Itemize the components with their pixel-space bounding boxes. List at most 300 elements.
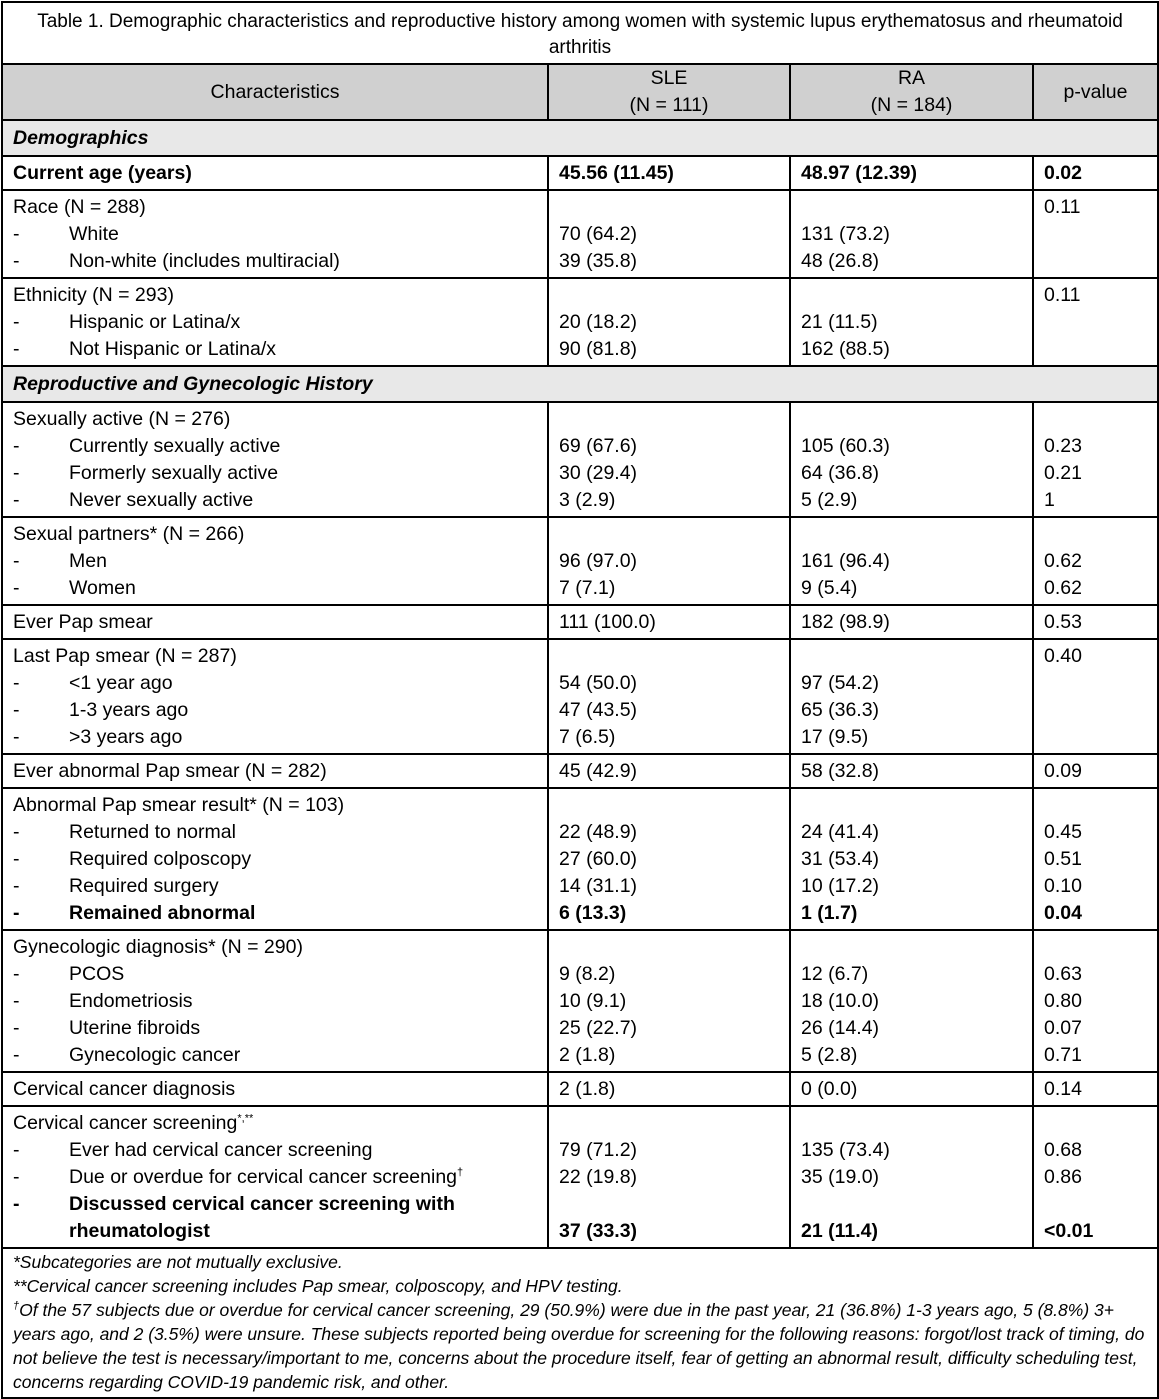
p-value: 0.63 (1033, 961, 1158, 988)
footnotes (2, 1248, 1158, 1398)
subcategory-label-wrap (13, 487, 537, 514)
subcategory-text (69, 1137, 372, 1164)
header-ra-label: RA (897, 67, 926, 89)
section-title: Reproductive and Gynecologic History (2, 366, 1158, 402)
bullet-dash: - (13, 848, 20, 870)
header-characteristics: Characteristics (2, 64, 548, 120)
sle-value (548, 402, 790, 433)
row-label (2, 190, 548, 221)
ra-value: 64 (36.8) (790, 460, 1033, 487)
row-label-text: Race (N = 288) (13, 196, 146, 218)
ra-value: 10 (17.2) (790, 873, 1033, 900)
sle-value: 7 (6.5) (548, 724, 790, 754)
subcategory-text-main: Ever had cervical cancer screening (69, 1139, 373, 1161)
sle-value: 6 (13.3) (548, 900, 790, 930)
table-row-subcategory (2, 670, 1158, 697)
ra-value: 97 (54.2) (790, 670, 1033, 697)
row-label (2, 639, 548, 670)
subcategory-text (69, 248, 340, 275)
ra-value: 5 (2.9) (790, 487, 1033, 517)
subcategory-text-main: Uterine fibroids (69, 1017, 201, 1039)
sle-value: 70 (64.2) (548, 221, 790, 248)
row-label-text: Cervical cancer screening (13, 1112, 238, 1134)
bullet-dash: - (13, 821, 20, 843)
bullet-dash: - (13, 902, 20, 924)
ra-value: 131 (73.2) (790, 221, 1033, 248)
sle-value: 39 (35.8) (548, 248, 790, 278)
ra-value: 5 (2.8) (790, 1042, 1033, 1072)
sle-value: 79 (71.2) (548, 1137, 790, 1164)
footnote-2 (13, 1298, 1147, 1394)
p-value: 0.68 (1033, 1137, 1158, 1164)
p-value: 0.62 (1033, 548, 1158, 575)
table-row-subcategory (2, 1137, 1158, 1164)
sle-value (548, 190, 790, 221)
characteristic-group (2, 517, 1158, 605)
p-value (1033, 670, 1158, 697)
subcategory-label (2, 988, 548, 1015)
subcategory-text (69, 819, 236, 846)
row-label-text: Sexually active (N = 276) (13, 408, 231, 430)
p-value (1033, 402, 1158, 433)
demographics-table (1, 1, 1159, 1399)
bullet-dash: - (13, 577, 20, 599)
subcategory-text-main: Endometriosis (69, 990, 193, 1012)
sle-value: 7 (7.1) (548, 575, 790, 605)
subcategory-text-main: White (69, 223, 119, 245)
header-sle-n: (N = 111) (629, 94, 709, 116)
row-label-text: Gynecologic diagnosis* (N = 290) (13, 936, 303, 958)
table-row (2, 402, 1158, 433)
subcategory-label-wrap (13, 309, 537, 336)
subcategory-label-wrap (13, 460, 537, 487)
subcategory-text-main: PCOS (69, 963, 125, 985)
table-row (2, 190, 1158, 221)
ra-value: 21 (11.5) (790, 309, 1033, 336)
ra-value (790, 402, 1033, 433)
row-label (2, 788, 548, 819)
subcategory-label (2, 1191, 548, 1248)
subcategory-label (2, 961, 548, 988)
p-value: 0.02 (1033, 156, 1158, 190)
table-row-subcategory (2, 724, 1158, 754)
ra-value: 48 (26.8) (790, 248, 1033, 278)
p-value (1033, 697, 1158, 724)
p-value: 0.40 (1033, 639, 1158, 670)
sle-value: 2 (1.8) (548, 1072, 790, 1106)
sle-value: 22 (19.8) (548, 1164, 790, 1191)
sle-value: 14 (31.1) (548, 873, 790, 900)
subcategory-text (69, 724, 182, 751)
ra-value (790, 517, 1033, 548)
p-value: 0.86 (1033, 1164, 1158, 1191)
table-title: Table 1. Demographic characteristics and reproductive history among women with systemic lupus erythematosus and rheumatoid arthritis (2, 2, 1158, 64)
p-value (1033, 248, 1158, 278)
subcategory-text (69, 846, 251, 873)
subcategory-label-wrap (13, 1137, 537, 1164)
dagger-mark: † (13, 1300, 20, 1313)
ra-value: 162 (88.5) (790, 336, 1033, 366)
subcategory-label (2, 900, 548, 930)
ra-value (790, 930, 1033, 961)
footnote-mark: *,** (237, 1112, 254, 1125)
ra-value (790, 190, 1033, 221)
row-label-text: Ethnicity (N = 293) (13, 284, 174, 306)
p-value (1033, 517, 1158, 548)
ra-value: 17 (9.5) (790, 724, 1033, 754)
sle-value (548, 788, 790, 819)
subcategory-label-wrap (13, 1015, 537, 1042)
table-row-subcategory (2, 336, 1158, 366)
p-value (1033, 221, 1158, 248)
subcategory-label-wrap (13, 1042, 537, 1069)
section-title: Demographics (2, 120, 1158, 156)
sle-value: 45.56 (11.45) (548, 156, 790, 190)
ra-value: 21 (11.4) (790, 1191, 1033, 1248)
bullet-dash: - (13, 1044, 20, 1066)
subcategory-text-main: Due or overdue for cervical cancer screening (69, 1166, 458, 1188)
header-ra-n: (N = 184) (870, 94, 953, 116)
table-row (2, 605, 1158, 639)
sle-value: 47 (43.5) (548, 697, 790, 724)
subcategory-text-main: Currently sexually active (69, 435, 281, 457)
subcategory-label (2, 548, 548, 575)
sle-value: 9 (8.2) (548, 961, 790, 988)
row-label-text: Cervical cancer diagnosis (13, 1078, 236, 1100)
subcategory-text (69, 670, 173, 697)
subcategory-label (2, 1042, 548, 1072)
subcategory-label-wrap (13, 575, 537, 602)
p-value: 0.62 (1033, 575, 1158, 605)
table-row-subcategory (2, 221, 1158, 248)
ra-value: 182 (98.9) (790, 605, 1033, 639)
p-value (1033, 788, 1158, 819)
table-row (2, 156, 1158, 190)
ra-value (790, 278, 1033, 309)
table-title-row (2, 2, 1158, 64)
subcategory-text (69, 1191, 537, 1245)
header-row (2, 64, 1158, 120)
p-value: 0.53 (1033, 605, 1158, 639)
bullet-dash: - (13, 990, 20, 1012)
subcategory-label (2, 697, 548, 724)
table-row-subcategory (2, 697, 1158, 724)
subcategory-label-wrap (13, 433, 537, 460)
row-label (2, 278, 548, 309)
sle-value (548, 517, 790, 548)
row-label-text: Sexual partners* (N = 266) (13, 523, 245, 545)
row-label (2, 930, 548, 961)
subcategory-text (69, 221, 119, 248)
ra-value: 0 (0.0) (790, 1072, 1033, 1106)
bullet-dash: - (13, 223, 20, 245)
subcategory-label-wrap (13, 1164, 537, 1191)
ra-value: 65 (36.3) (790, 697, 1033, 724)
p-value (1033, 724, 1158, 754)
subcategory-label (2, 309, 548, 336)
p-value: <0.01 (1033, 1191, 1158, 1248)
table-row-subcategory (2, 1015, 1158, 1042)
row-label (2, 1106, 548, 1137)
row-label (2, 156, 548, 190)
p-value: 0.51 (1033, 846, 1158, 873)
ra-value: 48.97 (12.39) (790, 156, 1033, 190)
table-row-subcategory (2, 1042, 1158, 1072)
table-row-subcategory (2, 248, 1158, 278)
subcategory-text (69, 460, 278, 487)
p-value: 0.21 (1033, 460, 1158, 487)
subcategory-text-main: Never sexually active (69, 489, 254, 511)
sle-value: 54 (50.0) (548, 670, 790, 697)
footnote-text: Of the 57 subjects due or overdue for cervical cancer screening, 29 (50.9%) were due in the past year, 21 (36.8%) 1-3 years ago, 5 (8.8%) 3+ years ago, and 2 (3.5%) were unsure. These subjects reported being overdue for screening for the following reasons: forgot/lost track of timing, do not believe the test is necessary/important to me, concerns about the procedure itself, fear of getting an abnormal result, difficulty scheduling test, concerns regarding COVID-19 pandemic risk, and other. (13, 1300, 1145, 1392)
table-row (2, 1106, 1158, 1137)
table-row-subcategory (2, 819, 1158, 846)
subcategory-text-main: Non-white (includes multiracial) (69, 250, 340, 272)
sle-value: 111 (100.0) (548, 605, 790, 639)
row-label (2, 1072, 548, 1106)
bullet-dash: - (13, 699, 20, 721)
table-row-subcategory (2, 460, 1158, 487)
characteristic-group (2, 402, 1158, 517)
subcategory-text (69, 548, 107, 575)
p-value (1033, 336, 1158, 366)
p-value: 0.07 (1033, 1015, 1158, 1042)
subcategory-label (2, 1015, 548, 1042)
subcategory-label-wrap (13, 724, 537, 751)
subcategory-label (2, 1137, 548, 1164)
p-value: 0.10 (1033, 873, 1158, 900)
subcategory-text (69, 1164, 463, 1191)
characteristic-group (2, 605, 1158, 639)
row-label-text: Current age (years) (13, 162, 192, 184)
subcategory-text-main: <1 year ago (69, 672, 173, 694)
ra-value: 58 (32.8) (790, 754, 1033, 788)
characteristic-group (2, 639, 1158, 754)
subcategory-text (69, 1042, 240, 1069)
subcategory-label-wrap (13, 670, 537, 697)
sle-value: 10 (9.1) (548, 988, 790, 1015)
header-p-value: p-value (1033, 64, 1158, 120)
subcategory-label-wrap (13, 846, 537, 873)
row-label (2, 605, 548, 639)
p-value: 0.14 (1033, 1072, 1158, 1106)
row-label (2, 517, 548, 548)
bullet-dash: - (13, 338, 20, 360)
characteristic-group (2, 190, 1158, 278)
table-row (2, 930, 1158, 961)
table-row (2, 278, 1158, 309)
ra-value: 26 (14.4) (790, 1015, 1033, 1042)
subcategory-label-wrap (13, 248, 537, 275)
table-row-subcategory (2, 433, 1158, 460)
bullet-dash: - (13, 462, 20, 484)
p-value (1033, 309, 1158, 336)
table-row-subcategory (2, 1164, 1158, 1191)
sle-value: 69 (67.6) (548, 433, 790, 460)
subcategory-label (2, 336, 548, 366)
subcategory-text (69, 961, 124, 988)
sle-value (548, 930, 790, 961)
sle-value: 90 (81.8) (548, 336, 790, 366)
subcategory-label-wrap (13, 221, 537, 248)
ra-value: 18 (10.0) (790, 988, 1033, 1015)
p-value: 0.23 (1033, 433, 1158, 460)
subcategory-label (2, 819, 548, 846)
subcategory-text (69, 433, 280, 460)
characteristic-group (2, 930, 1158, 1072)
subcategory-text-main: Gynecologic cancer (69, 1044, 241, 1066)
section-1 (2, 366, 1158, 402)
subcategory-label-wrap (13, 336, 537, 363)
row-label (2, 754, 548, 788)
section-0 (2, 120, 1158, 156)
sle-value: 22 (48.9) (548, 819, 790, 846)
sle-value: 2 (1.8) (548, 1042, 790, 1072)
subcategory-label (2, 873, 548, 900)
sle-value: 45 (42.9) (548, 754, 790, 788)
subcategory-text-main: Discussed cervical cancer screening with rheumatologist (69, 1193, 455, 1242)
subcategory-label-wrap (13, 988, 537, 1015)
table-row (2, 517, 1158, 548)
subcategory-label-wrap (13, 697, 537, 724)
bullet-dash: - (13, 1139, 20, 1161)
header-sle-label: SLE (650, 67, 688, 89)
subcategory-label (2, 575, 548, 605)
subcategory-text-main: Hispanic or Latina/x (69, 311, 241, 333)
characteristic-group (2, 788, 1158, 930)
sle-value: 3 (2.9) (548, 487, 790, 517)
p-value: 0.45 (1033, 819, 1158, 846)
footnote-row (2, 1248, 1158, 1398)
footnote-0 (13, 1250, 1147, 1274)
bullet-dash: - (13, 1166, 20, 1188)
table-row-subcategory (2, 309, 1158, 336)
bullet-dash: - (13, 1017, 20, 1039)
table-row-subcategory (2, 873, 1158, 900)
p-value: 1 (1033, 487, 1158, 517)
subcategory-label-wrap (13, 819, 537, 846)
p-value: 0.09 (1033, 754, 1158, 788)
subcategory-text (69, 1015, 200, 1042)
sle-value: 30 (29.4) (548, 460, 790, 487)
bullet-dash: - (13, 250, 20, 272)
subcategory-text (69, 988, 193, 1015)
section-header-row (2, 120, 1158, 156)
ra-value: 31 (53.4) (790, 846, 1033, 873)
sle-value: 37 (33.3) (548, 1191, 790, 1248)
subcategory-label (2, 221, 548, 248)
characteristic-group (2, 156, 1158, 190)
ra-value: 1 (1.7) (790, 900, 1033, 930)
subcategory-label (2, 670, 548, 697)
p-value: 0.04 (1033, 900, 1158, 930)
table-row-subcategory (2, 548, 1158, 575)
subcategory-text (69, 336, 276, 363)
ra-value: 105 (60.3) (790, 433, 1033, 460)
subcategory-label-wrap (13, 1191, 537, 1245)
row-label-text: Ever abnormal Pap smear (N = 282) (13, 760, 327, 782)
subcategory-label-wrap (13, 900, 537, 927)
table-row-subcategory (2, 1191, 1158, 1248)
ra-value: 135 (73.4) (790, 1137, 1033, 1164)
subcategory-text (69, 697, 188, 724)
subcategory-text-main: Returned to normal (69, 821, 236, 843)
subcategory-text-main: Required surgery (69, 875, 219, 897)
table-row-subcategory (2, 900, 1158, 930)
bullet-dash: - (13, 1193, 20, 1215)
footnote-mark: † (457, 1166, 464, 1179)
subcategory-text (69, 575, 136, 602)
characteristic-group (2, 754, 1158, 788)
sle-value: 96 (97.0) (548, 548, 790, 575)
row-label (2, 402, 548, 433)
section-header-row (2, 366, 1158, 402)
ra-value: 35 (19.0) (790, 1164, 1033, 1191)
header-ra (790, 64, 1033, 120)
sle-value: 20 (18.2) (548, 309, 790, 336)
subcategory-text (69, 309, 240, 336)
footnote-text: **Cervical cancer screening includes Pap smear, colposcopy, and HPV testing. (13, 1276, 623, 1296)
bullet-dash: - (13, 311, 20, 333)
p-value (1033, 930, 1158, 961)
table-row (2, 788, 1158, 819)
subcategory-label (2, 433, 548, 460)
table-row-subcategory (2, 961, 1158, 988)
bullet-dash: - (13, 672, 20, 694)
sle-value (548, 639, 790, 670)
sle-value (548, 1106, 790, 1137)
footnote-text: *Subcategories are not mutually exclusive. (13, 1252, 343, 1272)
table-row-subcategory (2, 846, 1158, 873)
ra-value: 12 (6.7) (790, 961, 1033, 988)
subcategory-text-main: Not Hispanic or Latina/x (69, 338, 277, 360)
p-value: 0.71 (1033, 1042, 1158, 1072)
sle-value (548, 278, 790, 309)
ra-value: 161 (96.4) (790, 548, 1033, 575)
row-label-text: Last Pap smear (N = 287) (13, 645, 237, 667)
subcategory-label-wrap (13, 548, 537, 575)
bullet-dash: - (13, 726, 20, 748)
p-value: 0.11 (1033, 278, 1158, 309)
ra-value (790, 788, 1033, 819)
table-row-subcategory (2, 487, 1158, 517)
sle-value: 25 (22.7) (548, 1015, 790, 1042)
subcategory-text (69, 873, 219, 900)
bullet-dash: - (13, 550, 20, 572)
subcategory-label (2, 724, 548, 754)
row-label-text: Abnormal Pap smear result* (N = 103) (13, 794, 345, 816)
p-value: 0.11 (1033, 190, 1158, 221)
subcategory-label (2, 1164, 548, 1191)
row-label-text: Ever Pap smear (13, 611, 153, 633)
table-row-subcategory (2, 575, 1158, 605)
subcategory-text-main: Women (69, 577, 136, 599)
subcategory-label-wrap (13, 873, 537, 900)
table-row-subcategory (2, 988, 1158, 1015)
bullet-dash: - (13, 489, 20, 511)
table-row (2, 1072, 1158, 1106)
ra-value: 24 (41.4) (790, 819, 1033, 846)
subcategory-label (2, 487, 548, 517)
subcategory-label (2, 248, 548, 278)
characteristic-group (2, 1106, 1158, 1248)
subcategory-text-main: Formerly sexually active (69, 462, 279, 484)
subcategory-label (2, 846, 548, 873)
table-row (2, 639, 1158, 670)
bullet-dash: - (13, 963, 20, 985)
bullet-dash: - (13, 875, 20, 897)
header-sle (548, 64, 790, 120)
